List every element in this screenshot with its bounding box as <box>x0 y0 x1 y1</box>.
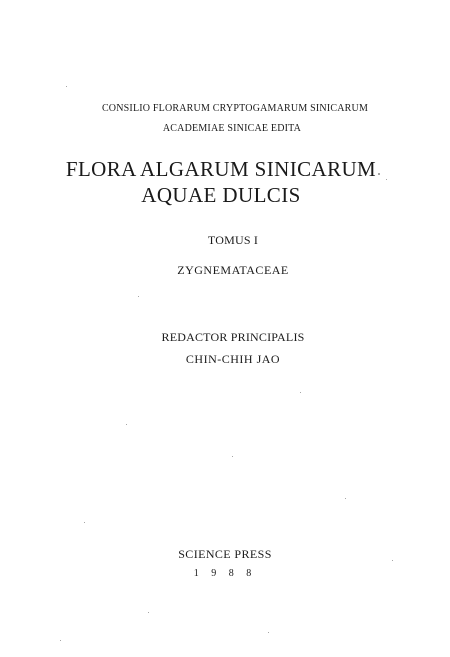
editor-label: REDACTOR PRINCIPALIS <box>161 330 305 344</box>
scan-speck <box>386 179 387 180</box>
family-name: ZYGNEMATACEAE <box>177 263 289 277</box>
scan-speck <box>60 640 61 641</box>
scan-speck <box>148 612 149 613</box>
academy-line: ACADEMIAE SINICAE EDITA <box>162 123 302 134</box>
book-title-line-2: AQUAE DULCIS <box>141 183 301 207</box>
scan-speck <box>84 522 85 523</box>
publisher-name: SCIENCE PRESS <box>178 547 272 561</box>
scan-speck <box>300 392 301 393</box>
scan-speck <box>126 424 127 425</box>
scan-speck <box>138 296 139 297</box>
council-line: CONSILIO FLORARUM CRYPTOGAMARUM SINICARUM <box>101 103 369 114</box>
scan-speck <box>392 560 393 561</box>
scan-speck <box>345 498 346 499</box>
scan-speck <box>378 173 380 175</box>
scan-speck <box>66 86 67 87</box>
book-title-line-1: FLORA ALGARUM SINICARUM <box>65 157 377 181</box>
editor-name: CHIN-CHIH JAO <box>185 352 281 366</box>
scan-speck <box>268 632 269 633</box>
publication-year: 1 9 8 8 <box>193 568 257 579</box>
scan-speck <box>232 456 233 457</box>
volume-number: TOMUS I <box>207 233 259 247</box>
